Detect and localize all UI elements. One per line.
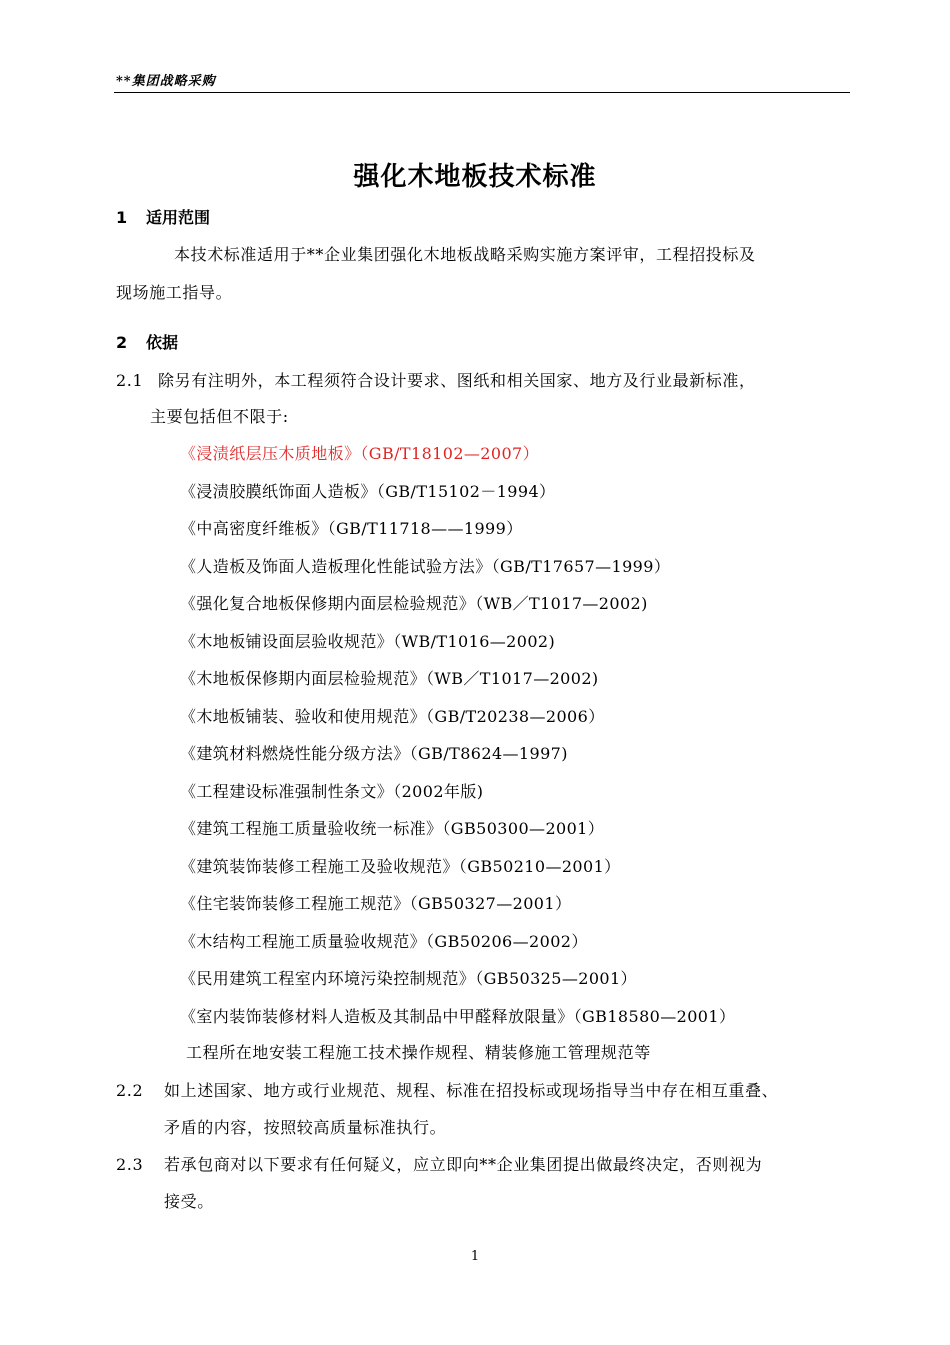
section-1-paragraph-line-1: 本技术标准适用于**企业集团强化木地板战略采购实施方案评审，工程招投标及 xyxy=(174,245,756,264)
section-1-title: 适用范围 xyxy=(146,208,211,227)
clause-2-1-line-2: 主要包括但不限于: xyxy=(150,407,289,426)
clause-2-2-line-1 xyxy=(116,1081,778,1101)
header-divider xyxy=(114,92,850,93)
clause-2-2-number: 2.2 xyxy=(116,1081,144,1100)
clause-2-3-text: 若承包商对以下要求有任何疑义，应立即向**企业集团提出做最终决定，否则视为 xyxy=(164,1155,763,1174)
reference-item: 《浸渍胶膜纸饰面人造板》（GB/T15102－1994） xyxy=(180,481,556,501)
reference-item: 《建筑装饰装修工程施工及验收规范》（GB50210—2001） xyxy=(180,856,621,876)
reference-item: 《浸渍纸层压木质地板》（GB/T18102—2007） xyxy=(180,444,540,463)
clause-2-3-line-2: 接受。 xyxy=(164,1192,214,1211)
reference-item: 《建筑材料燃烧性能分级方法》（GB/T8624—1997) xyxy=(180,744,568,763)
reference-item: 《木地板铺装、验收和使用规范》（GB/T20238—2006） xyxy=(180,706,605,726)
reference-item: 《人造板及饰面人造板理化性能试验方法》（GB/T17657—1999） xyxy=(180,556,671,576)
clause-2-3-number: 2.3 xyxy=(116,1155,144,1174)
document-title: 强化木地板技术标准 xyxy=(353,162,597,192)
clause-2-3-line-1 xyxy=(116,1155,762,1175)
reference-standards-list xyxy=(180,444,735,1044)
section-1-paragraph-line-2: 现场施工指导。 xyxy=(116,283,233,302)
local-rules-line: 工程所在地安装工程施工技术操作规程、精装修施工管理规范等 xyxy=(186,1043,651,1062)
reference-item: 《木结构工程施工质量验收规范》（GB50206—2002） xyxy=(180,931,588,951)
reference-item: 《工程建设标准强制性条文》（2002年版) xyxy=(180,781,484,801)
clause-2-1-number: 2.1 xyxy=(116,371,144,390)
clause-2-2-line-2: 矛盾的内容，按照较高质量标准执行。 xyxy=(164,1118,447,1137)
page-number: 1 xyxy=(470,1249,480,1264)
reference-item: 《室内装饰装修材料人造板及其制品中甲醛释放限量》（GB18580—2001） xyxy=(180,1006,736,1026)
clause-2-1-line-1 xyxy=(116,371,756,391)
section-2-title: 依据 xyxy=(146,333,179,352)
reference-item: 《木地板铺设面层验收规范》（WB/T1016—2002) xyxy=(180,631,556,651)
reference-item: 《强化复合地板保修期内面层检验规范》（WB／T1017—2002) xyxy=(180,594,648,613)
reference-item: 《民用建筑工程室内环境污染控制规范》（GB50325—2001） xyxy=(180,969,637,988)
document-header: **集团战略采购 xyxy=(116,74,216,89)
reference-item: 《木地板保修期内面层检验规范》（WB／T1017—2002) xyxy=(180,669,599,688)
section-1-heading xyxy=(116,208,210,228)
reference-item: 《建筑工程施工质量验收统一标准》（GB50300—2001） xyxy=(180,819,605,838)
reference-item: 《住宅装饰装修工程施工规范》（GB50327—2001） xyxy=(180,894,572,913)
clause-2-2-text: 如上述国家、地方或行业规范、规程、标准在招投标或现场指导当中存在相互重叠、 xyxy=(164,1081,779,1100)
section-2-heading xyxy=(116,333,178,353)
section-1-number: 1 xyxy=(116,208,128,227)
section-2-number: 2 xyxy=(116,333,128,352)
reference-item: 《中高密度纤维板》（GB/T11718——1999） xyxy=(180,519,523,538)
clause-2-1-text: 除另有注明外，本工程须符合设计要求、图纸和相关国家、地方及行业最新标准， xyxy=(158,371,756,390)
